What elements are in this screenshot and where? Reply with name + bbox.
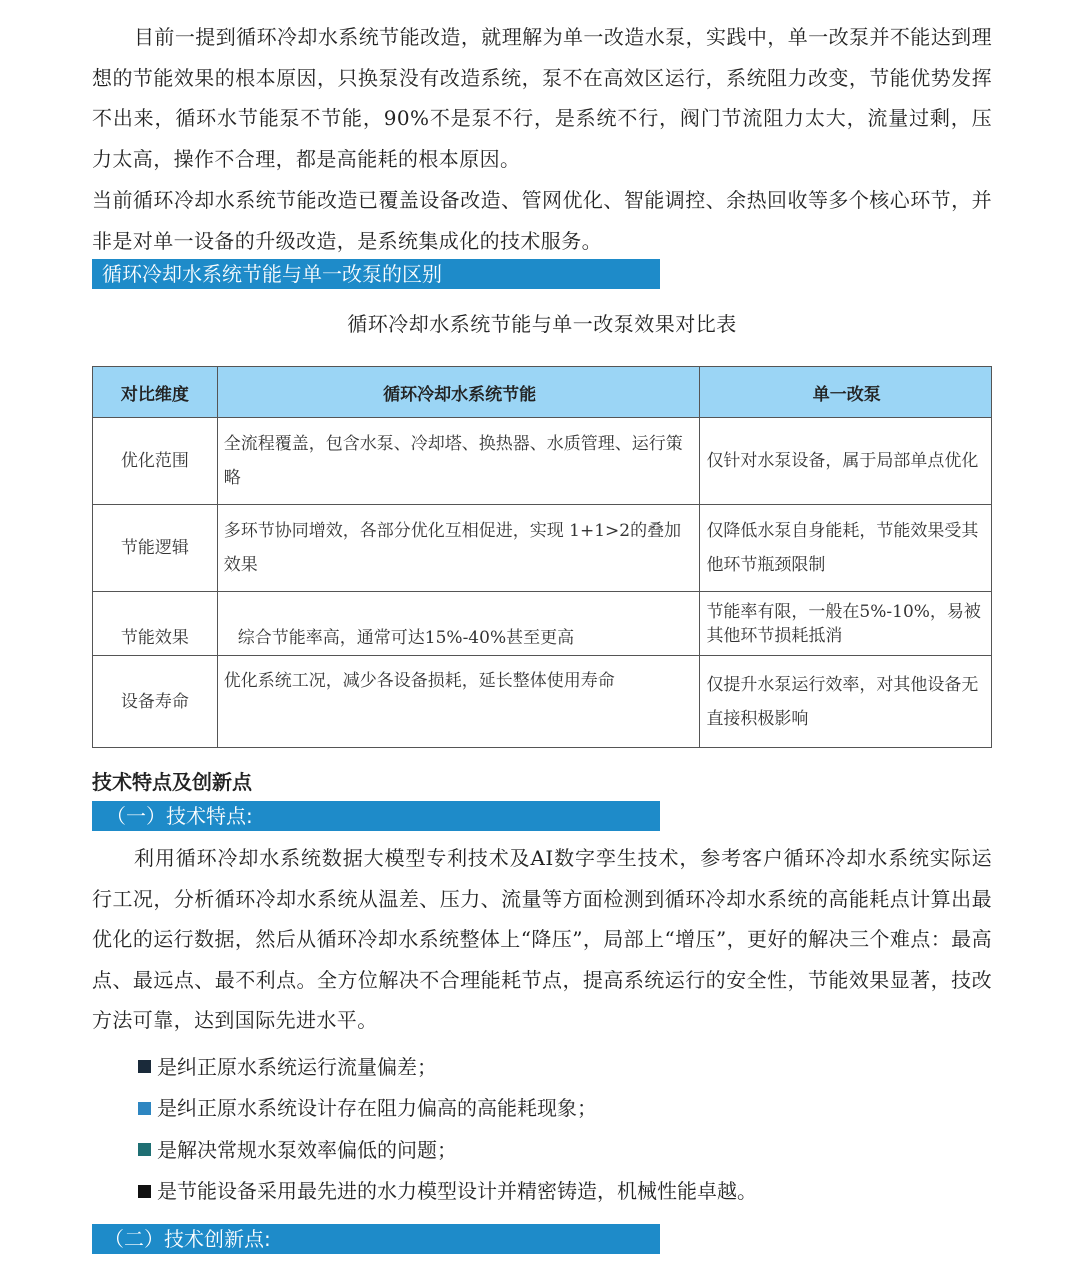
row-system-cell: 综合节能率高，通常可达15%-40%甚至更高: [217, 592, 700, 656]
table-row: [93, 505, 992, 592]
header-system: 循环冷却水系统节能: [217, 367, 700, 418]
header-pump: 单一改泵: [700, 367, 992, 418]
row-dimension: 优化范围: [93, 418, 218, 505]
row-dimension: 节能逻辑: [93, 505, 218, 592]
section-heading-features: 技术特点及创新点: [92, 770, 252, 794]
square-bullet-icon: [138, 1185, 151, 1198]
bullet-text: 是纠正原水系统设计存在阻力偏高的高能耗现象；: [157, 1096, 597, 1121]
row-pump-cell: 仅针对水泵设备，属于局部单点优化: [700, 418, 992, 505]
row-pump-cell: 节能率有限，一般在5%-10%，易被其他环节损耗抵消: [700, 592, 992, 656]
header-dimension: 对比维度: [93, 367, 218, 418]
section-bar-tech-innovation: （二）技术创新点:: [92, 1224, 660, 1254]
row-system-cell: 优化系统工况，减少各设备损耗，延长整体使用寿命: [217, 656, 700, 748]
feature-bullet-list: [138, 1046, 757, 1212]
table-row: [93, 656, 992, 748]
square-bullet-icon: [138, 1060, 151, 1073]
row-pump-cell: 仅降低水泵自身能耗，节能效果受其他环节瓶颈限制: [700, 505, 992, 592]
list-item: [138, 1171, 757, 1213]
square-bullet-icon: [138, 1143, 151, 1156]
intro-paragraph-2: 当前循环冷却水系统节能改造已覆盖设备改造、管网优化、智能调控、余热回收等多个核心环节，并非是对单一设备的升级改造，是系统集成化的技术服务。: [92, 188, 992, 253]
section-bar-difference: 循环冷却水系统节能与单一改泵的区别: [92, 259, 660, 289]
row-pump-cell: 仅提升水泵运行效率，对其他设备无直接积极影响: [700, 656, 992, 748]
row-dimension: 设备寿命: [93, 656, 218, 748]
bullet-text: 是节能设备采用最先进的水力模型设计并精密铸造，机械性能卓越。: [157, 1179, 757, 1204]
table-row: [93, 418, 992, 505]
features-paragraph: 利用循环冷却水系统数据大模型专利技术及AI数字孪生技术，参考客户循环冷却水系统实际运行工况，分析循环冷却水系统从温差、压力、流量等方面检测到循环冷却水系统的高能耗点计算出最优化的运行数据，然后从循环冷却水系统整体上“降压”，局部上“增压”，更好的解决三个难点：最高点、最远点、最不利点。全方位解决不合理能耗节点，提高系统运行的安全性，节能效果显著，技改方法可靠，达到国际先进水平。: [92, 846, 992, 1032]
row-dimension: 节能效果: [93, 592, 218, 656]
table-header-row: [93, 367, 992, 418]
list-item: [138, 1088, 757, 1130]
row-system-cell: 全流程覆盖，包含水泵、冷却塔、换热器、水质管理、运行策略: [217, 418, 700, 505]
intro-paragraph-1: 目前一提到循环冷却水系统节能改造，就理解为单一改造水泵，实践中，单一改泵并不能达到理想的节能效果的根本原因，只换泵没有改造系统，泵不在高效区运行，系统阻力改变，节能优势发挥不出来，循环水节能泵不节能，90%不是泵不行，是系统不行，阀门节流阻力太大，流量过剩，压力太高，操作不合理，都是高能耗的根本原因。: [92, 25, 992, 171]
bullet-text: 是解决常规水泵效率偏低的问题；: [157, 1137, 457, 1162]
list-item: [138, 1129, 757, 1171]
list-item: [138, 1046, 757, 1088]
table-caption: 循环冷却水系统节能与单一改泵效果对比表: [347, 312, 737, 336]
table-row: [93, 592, 992, 656]
bullet-text: 是纠正原水系统运行流量偏差；: [157, 1054, 437, 1079]
square-bullet-icon: [138, 1102, 151, 1115]
row-system-cell: 多环节协同增效，各部分优化互相促进，实现 1+1>2的叠加效果: [217, 505, 700, 592]
comparison-table: [92, 366, 992, 748]
section-bar-tech-features: （一）技术特点:: [92, 801, 660, 831]
